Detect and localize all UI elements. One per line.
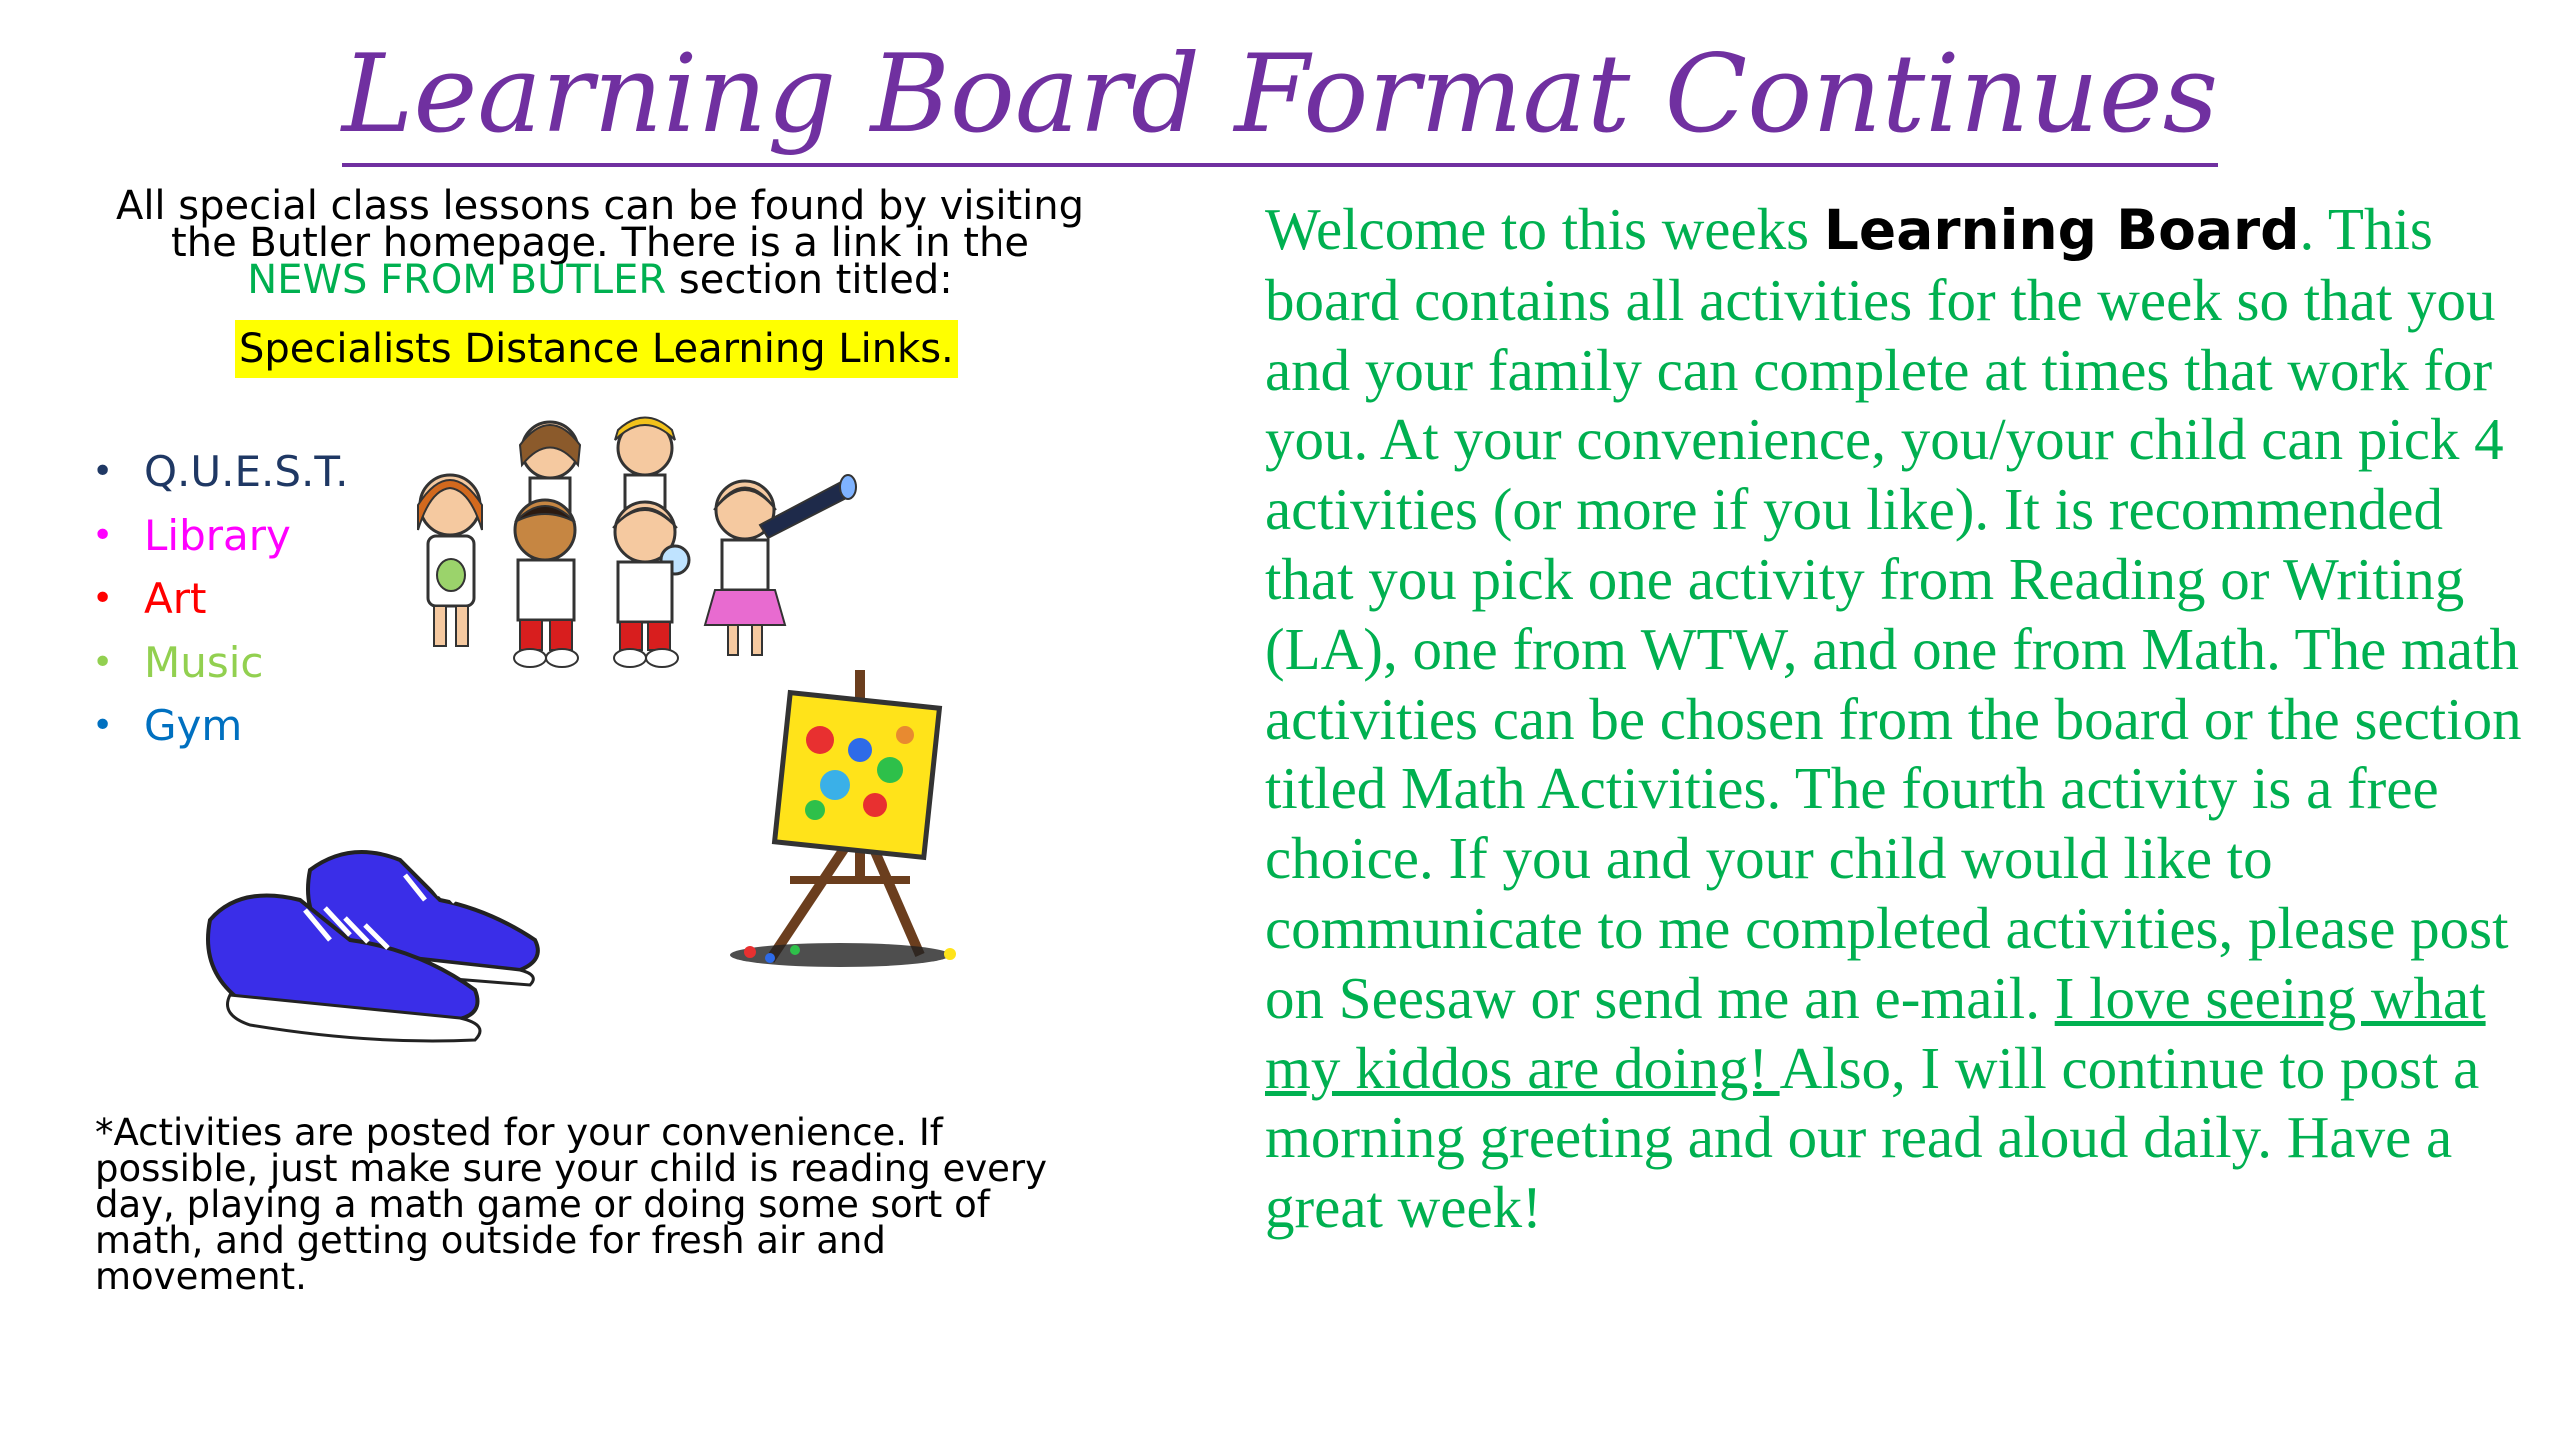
bullet-icon: • [92, 514, 114, 556]
bullet-icon: • [92, 578, 114, 619]
specials-item-quest [92, 440, 348, 504]
news-from-butler-label: NEWS FROM BUTLER [247, 257, 667, 303]
welcome-paragraph [1265, 195, 2535, 1243]
activities-footnote: *Activities are posted for your convenience. If possible, just make sure your child is reading every day, playing a math game or doing some sort of math, and getting outside for fresh air and movement. [95, 1111, 1047, 1298]
learning-board-label: Learning Board [1823, 198, 2300, 262]
page-title [0, 30, 2560, 160]
specials-item-music [92, 631, 348, 695]
specials-item-label: Q.U.E.S.T. [144, 447, 349, 496]
kid-left-girl [418, 475, 482, 646]
intro-line-2: the Butler homepage. There is a link in the [171, 220, 1029, 266]
kid-right-girl [705, 475, 856, 655]
bullet-icon: • [92, 705, 114, 746]
specials-item-gym [92, 694, 348, 758]
painting-easel-clipart [720, 670, 990, 970]
specials-item-library [92, 504, 348, 568]
specials-item-label: Library [144, 510, 291, 560]
kids-science-clipart [400, 410, 860, 670]
kid-blonde [613, 502, 689, 667]
welcome-text-part-1: Welcome to this weeks [1265, 196, 1824, 262]
kid-middle-boy [514, 500, 578, 667]
intro-line-3-rest: section titled: [666, 257, 953, 303]
specials-intro [100, 183, 1100, 303]
specials-item-label: Music [144, 637, 264, 687]
bullet-icon: • [92, 451, 114, 492]
specials-list [92, 440, 348, 758]
welcome-text-part-2: . This board contains all activities for the week so that you and your family can complete at times that work for you. At your convenience, you/your child can pick 4 activities (or more if you like). It is recommended that you pick one activity from Reading or Writing (LA), one from WTW, and one from Math. The math activities can be chosen from the board or the section titled Math Activities. The fourth activity is a free choice. If you and your child would like to communicate to me completed activities, please post on Seesaw or send me an e-mail. [1265, 196, 2522, 1031]
specials-item-label: Art [144, 574, 207, 623]
intro-line-1: All special class lessons can be found by visiting [115, 183, 1085, 229]
welcome-text-part-3: Also, I will continue to post a morning greeting and our read aloud daily. Have a great week! [1265, 1034, 2480, 1241]
specials-item-label: Gym [144, 701, 243, 750]
specialists-links-highlight: Specialists Distance Learning Links. [235, 320, 958, 378]
specials-item-art [92, 567, 348, 631]
intro-line-3 [100, 257, 1100, 303]
love-seeing-underlined: I love seeing what my kiddos are doing! [1265, 964, 2486, 1101]
page-title-text: Learning Board Format Continues [342, 32, 2218, 167]
sneakers-clipart [190, 830, 550, 1060]
bullet-icon: • [92, 641, 114, 683]
